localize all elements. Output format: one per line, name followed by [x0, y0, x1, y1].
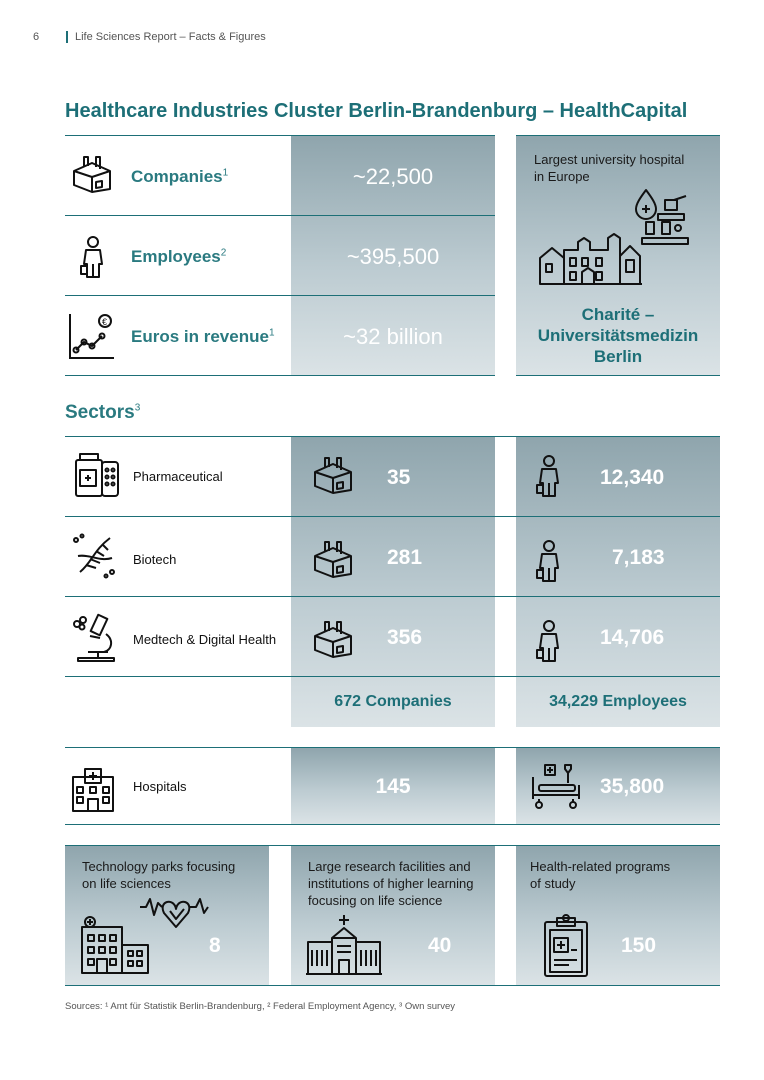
charite-caption: Largest university hospital in Europe: [534, 152, 685, 184]
divider: [65, 375, 495, 376]
divider: [65, 516, 720, 517]
page-title: Healthcare Industries Cluster Berlin-Brandenburg – HealthCapital: [65, 100, 688, 122]
divider: [65, 596, 720, 597]
divider: [65, 135, 495, 136]
programs-caption: Health-related programs of study: [530, 859, 671, 891]
biotech-employees-value: 7,183: [612, 546, 665, 569]
divider: [65, 676, 720, 677]
companies-label: Companies$^1$: [131, 167, 229, 186]
research-building-icon: [306, 914, 382, 981]
divider: [516, 375, 720, 376]
person-icon: [80, 236, 106, 283]
hospitals-label: Hospitals: [133, 779, 187, 794]
hospital-building-icon: [538, 186, 694, 293]
hospital-icon: [71, 767, 115, 818]
total-companies: 672 Companies: [334, 693, 452, 710]
biotech-companies-value: 281: [387, 546, 423, 569]
microscope-icon: [72, 614, 118, 667]
divider: [65, 747, 720, 748]
sector-label-pharmaceutical: Pharmaceutical: [133, 469, 223, 484]
research-value: 40: [428, 934, 452, 957]
pills-icon: [74, 452, 120, 503]
divider: [516, 135, 720, 136]
divider: [65, 436, 720, 437]
factory-icon: [72, 155, 112, 198]
person-icon: [536, 620, 562, 667]
sources-footnote: Sources: ¹ Amt für Statistik Berlin-Brandenburg, ² Federal Employment Agency, ³ Own survey: [65, 1001, 456, 1012]
header-divider: [66, 31, 68, 43]
research-caption: Large research facilities and institutions of higher learning focusing on life science: [308, 859, 474, 908]
tech-parks-value: 8: [209, 934, 221, 957]
sector-label-medtech: Medtech & Digital Health: [133, 632, 277, 647]
charite-name: Charité – Universitätsmedizin Berlin: [537, 305, 699, 366]
svg-text:€: €: [102, 317, 108, 327]
page-number: 6: [33, 31, 40, 43]
euro-chart-icon: [68, 312, 116, 365]
tech-parks-caption: Technology parks focusing on life sciences: [82, 859, 236, 891]
programs-value: 150: [621, 934, 657, 957]
employees-label: Employees$^2$: [131, 247, 227, 266]
divider: [65, 215, 495, 216]
divider: [65, 295, 495, 296]
companies-value: ~22,500: [352, 164, 434, 189]
sector-label-biotech: Biotech: [133, 552, 177, 567]
person-icon: [536, 540, 562, 587]
factory-icon: [313, 620, 353, 663]
factory-icon: [313, 540, 353, 583]
document-title: Life Sciences Report – Facts & Figures: [75, 31, 266, 43]
tech-park-icon: [80, 895, 210, 982]
revenue-value: ~32 billion: [343, 324, 443, 349]
total-employees: 34,229 Employees: [549, 693, 687, 710]
clipboard-icon: [543, 914, 589, 983]
pharma-companies-value: 35: [387, 466, 411, 489]
pharma-employees-value: 12,340: [600, 466, 665, 489]
dna-icon: [72, 532, 118, 583]
revenue-label: Euros in revenue$^1$: [131, 327, 275, 346]
medtech-companies-value: 356: [387, 626, 423, 649]
hospital-beds-value: 35,800: [600, 775, 665, 798]
divider: [65, 985, 720, 986]
divider: [65, 824, 720, 825]
person-icon: [536, 455, 562, 502]
sectors-heading: Sectors$^3$: [65, 402, 141, 423]
hospital-bed-icon: [531, 763, 581, 814]
medtech-employees-value: 14,706: [600, 626, 665, 649]
hospitals-count: 145: [375, 775, 411, 798]
employees-value: ~395,500: [346, 244, 440, 269]
factory-icon: [313, 456, 353, 499]
